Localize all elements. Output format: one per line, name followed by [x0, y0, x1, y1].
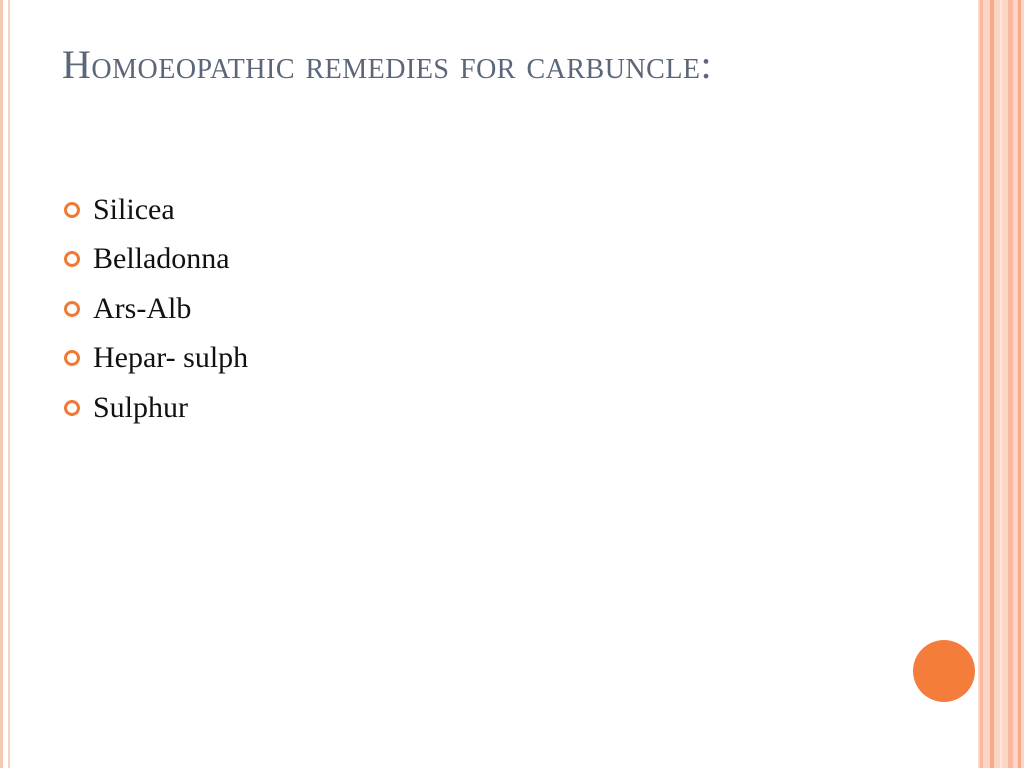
right-decorative-line — [1000, 0, 1002, 768]
bullet-list — [64, 185, 248, 433]
slide-title: Homoeopathic remedies for carbuncle: — [62, 42, 713, 87]
right-decorative-line — [980, 0, 983, 768]
circle-bullet-icon — [64, 400, 80, 416]
list-item — [64, 383, 248, 433]
list-item — [64, 235, 248, 285]
list-item — [64, 185, 248, 235]
list-item — [64, 284, 248, 334]
left-border-stripe — [8, 0, 10, 768]
circle-bullet-icon — [64, 301, 80, 317]
right-decorative-line — [990, 0, 994, 768]
left-border-stripe — [0, 0, 3, 768]
right-decorative-line — [1008, 0, 1013, 768]
bullet-text: Hepar- sulph — [93, 341, 249, 375]
bullet-text: Ars-Alb — [93, 291, 192, 325]
circle-bullet-icon — [64, 202, 80, 218]
circle-bullet-icon — [64, 350, 80, 366]
bullet-text: Belladonna — [93, 242, 230, 276]
bullet-text: Sulphur — [93, 390, 189, 424]
circle-bullet-icon — [64, 251, 80, 267]
right-decorative-line — [1018, 0, 1021, 768]
list-item — [64, 334, 248, 384]
accent-circle — [913, 640, 975, 702]
bullet-text: Silicea — [93, 192, 175, 226]
